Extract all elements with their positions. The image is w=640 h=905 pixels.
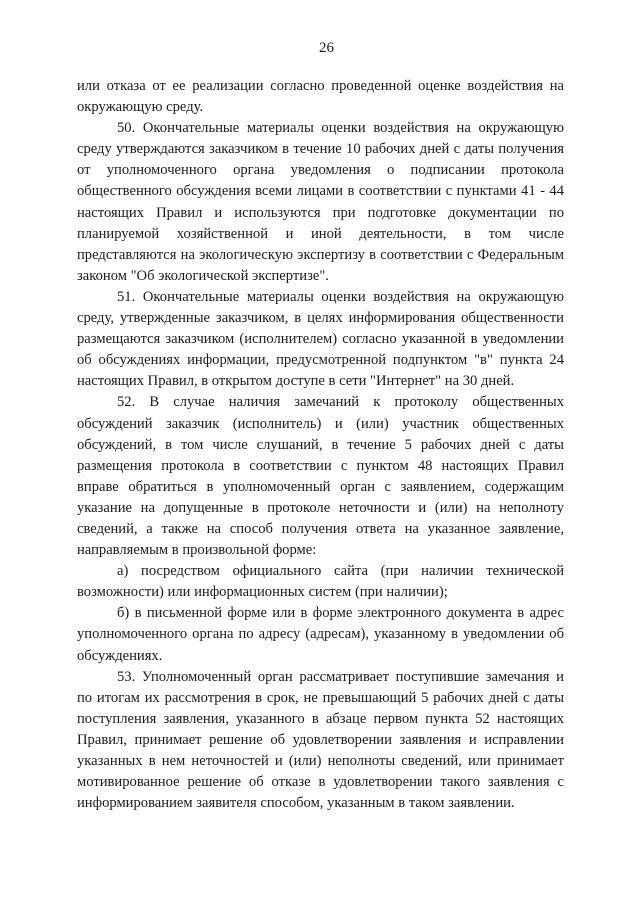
paragraph-item-51: 51. Окончательные материалы оценки воздействия на окружающую среду, утвержденные заказчиком, в целях информирования общественности размещаются заказчиком (исполнителем) согласно указанной в уведомлении об обсуждениях информации, предусмотренной подпунктом "в" пункта 24 настоящих Правил, в открытом доступе в сети "Интернет" на 30 дней.	[77, 288, 564, 390]
paragraph-item-52-a: а) посредством официального сайта (при наличии технической возможности) или информационных систем (при наличии);	[77, 563, 564, 601]
paragraph-item-53: 53. Уполномоченный орган рассматривает поступившие замечания и по итогам их рассмотрения в срок, не превышающий 5 рабочих дней с даты поступления заявления, указанного в абзаце первом пункта 52 настоящих Правил, принимает решение об удовлетворении заявления и исправлении указанных в нем неточностей и (или) неполноты сведений, или принимает мотивированное решение об отказе в удовлетворении такого заявления с информированием заявителя способом, указанным в таком заявлении.	[77, 668, 564, 812]
paragraph-item-52-b: б) в письменной форме или в форме электронного документа в адрес уполномоченного органа по адресу (адресам), указанному в уведомлении об обсуждениях.	[77, 605, 564, 664]
paragraph-item-50: 50. Окончательные материалы оценки воздействия на окружающую среду утверждаются заказчиком в течение 10 рабочих дней с даты получения от уполномоченного органа уведомления о подписании протокола общественного обсуждения всеми лицами в соответствии с пунктами 41 - 44 настоящих Правил и используются при подготовке документации по планируемой хозяйственной и иной деятельности, в том числе представляются на экологическую экспертизу в соответствии с Федеральным законом "Об экологической экспертизе".	[77, 120, 564, 284]
page-number: 26	[319, 40, 334, 56]
paragraph-continuation: или отказа от ее реализации согласно проведенной оценке воздействия на окружающую среду.	[77, 78, 564, 116]
paragraph-item-52: 52. В случае наличия замечаний к протоколу общественных обсуждений заказчик (исполнитель) и (или) участник общественных обсуждений, в том числе слушаний, в течение 5 рабочих дней с даты размещения протокола в соответствии с пунктом 48 настоящих Правил вправе обратиться в уполномоченный орган с заявлением, содержащим указание на допущенные в протоколе неточности и (или) на неполноту сведений, а также на способ получения ответа на указанное заявление, направляемым в произвольной форме:	[77, 394, 564, 559]
document-page	[77, 38, 564, 814]
